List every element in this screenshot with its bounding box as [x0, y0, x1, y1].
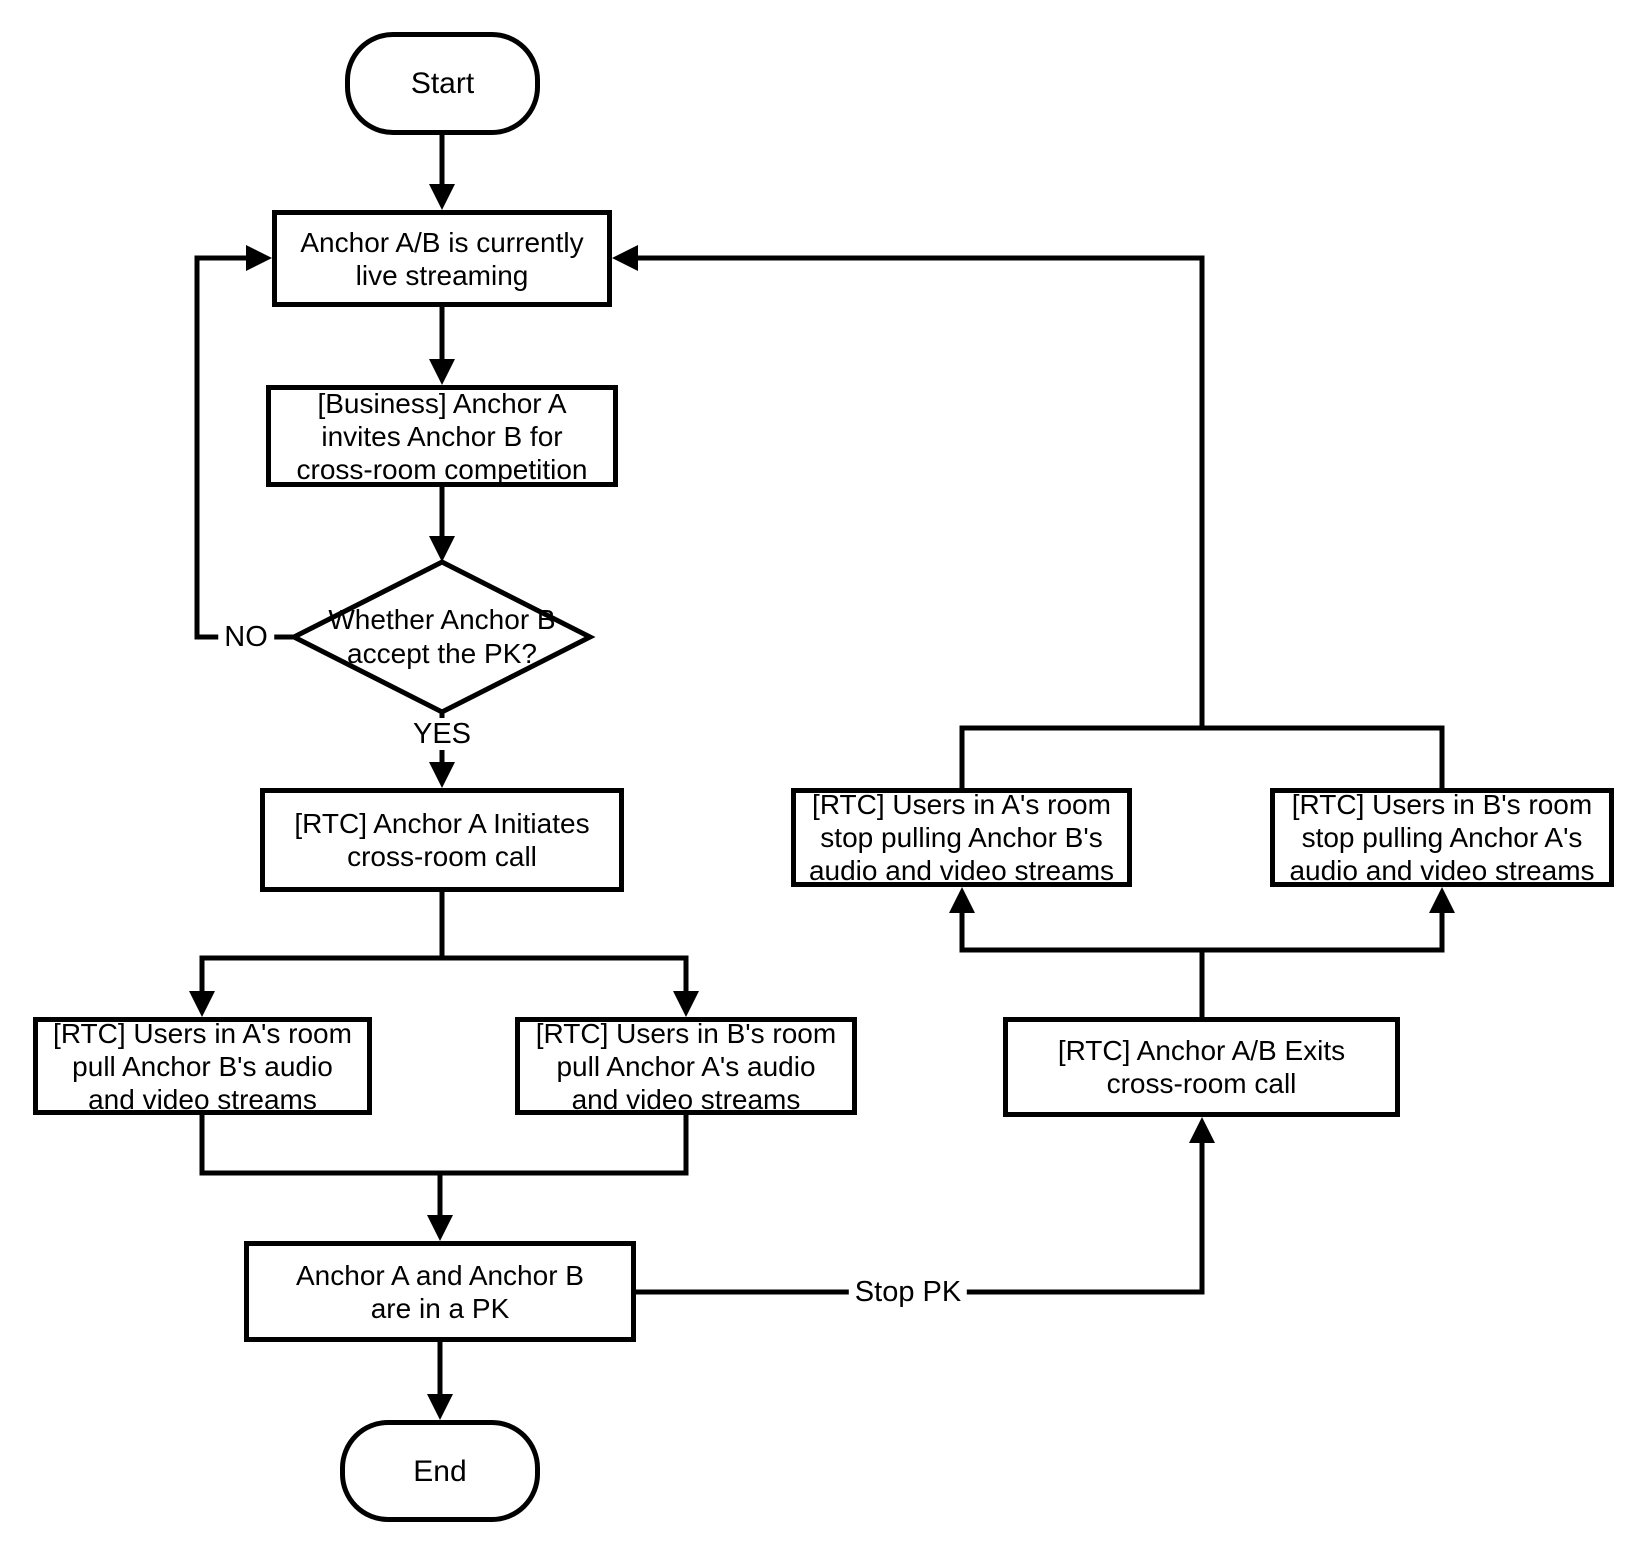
live-streaming-node — [272, 210, 612, 307]
node-text-line: pull Anchor B's audio — [72, 1050, 333, 1082]
b-room-stop-node — [1270, 788, 1614, 887]
decision-diamond-label — [302, 592, 582, 682]
node-text-line: audio and video streams — [1289, 855, 1595, 886]
exit-call-node — [1003, 1017, 1400, 1117]
node-text-line: [RTC] Users in B's room — [535, 1017, 837, 1049]
arrow-no-into-live — [246, 245, 272, 271]
node-text-line: stop pulling Anchor A's — [1301, 822, 1583, 853]
arrow-into-live-top — [429, 184, 455, 210]
node-text-line: Anchor A/B is currently — [300, 226, 584, 258]
node-text-line: cross-room call — [347, 841, 537, 872]
stop-pk-label: Stop PK — [849, 1276, 967, 1308]
node-text-line: cross-room call — [1106, 1068, 1297, 1099]
node-text-line: stop pulling Anchor B's — [820, 822, 1103, 853]
arrow-into-end — [427, 1394, 453, 1420]
edge-stop-pk — [636, 1122, 1202, 1292]
a-room-stop-node — [791, 788, 1132, 887]
initiate-call-node — [260, 788, 624, 892]
invite-node — [266, 385, 618, 487]
node-text-line: pull Anchor A's audio — [556, 1050, 816, 1082]
end-node — [340, 1420, 540, 1522]
node-text-line: invites Anchor B for — [321, 420, 563, 452]
node-text-line: Whether Anchor B — [328, 604, 556, 635]
node-text-line: [RTC] Anchor A/B Exits — [1057, 1035, 1346, 1066]
b-room-pull-node — [515, 1017, 857, 1115]
edge-exit-split — [962, 892, 1442, 1017]
connector-lines — [197, 135, 1442, 1415]
node-text-line: [RTC] Users in A's room — [53, 1017, 352, 1049]
yes-label: YES — [407, 718, 477, 750]
node-text-line: live streaming — [355, 259, 529, 291]
node-text-line: [RTC] Users in A's room — [812, 789, 1111, 820]
a-room-pull-node — [33, 1017, 372, 1115]
no-label: NO — [218, 621, 274, 653]
arrow-into-a-pull — [189, 991, 215, 1017]
start-node — [345, 32, 540, 135]
arrow-into-exit — [1189, 1117, 1215, 1143]
node-text-line: [RTC] Anchor A Initiates — [294, 808, 590, 839]
node-text-line: cross-room competition — [296, 453, 588, 485]
edge-initiate-split — [202, 892, 686, 1012]
node-text-line: [RTC] Users in B's room — [1291, 789, 1593, 820]
node-text-line: Anchor A and Anchor B — [296, 1259, 584, 1291]
node-text-line: [Business] Anchor A — [317, 387, 567, 419]
arrow-into-invite — [429, 359, 455, 385]
arrow-into-decision — [429, 536, 455, 562]
edge-return-to-live — [617, 258, 1442, 788]
pk-node — [244, 1241, 636, 1342]
node-text-line: and video streams — [571, 1083, 801, 1115]
arrow-into-pk — [427, 1215, 453, 1241]
arrow-into-b-pull — [673, 991, 699, 1017]
arrow-return-into-live — [612, 245, 638, 271]
node-text-line: accept the PK? — [347, 638, 537, 669]
arrow-into-b-stop — [1429, 887, 1455, 913]
node-text-line: and video streams — [88, 1083, 317, 1115]
end-label: End — [413, 1454, 467, 1488]
start-label: Start — [410, 67, 475, 100]
node-text-line: are in a PK — [370, 1292, 510, 1324]
arrow-into-a-stop — [949, 887, 975, 913]
arrow-yes-into-initiate — [429, 762, 455, 788]
node-text-line: audio and video streams — [808, 855, 1115, 886]
